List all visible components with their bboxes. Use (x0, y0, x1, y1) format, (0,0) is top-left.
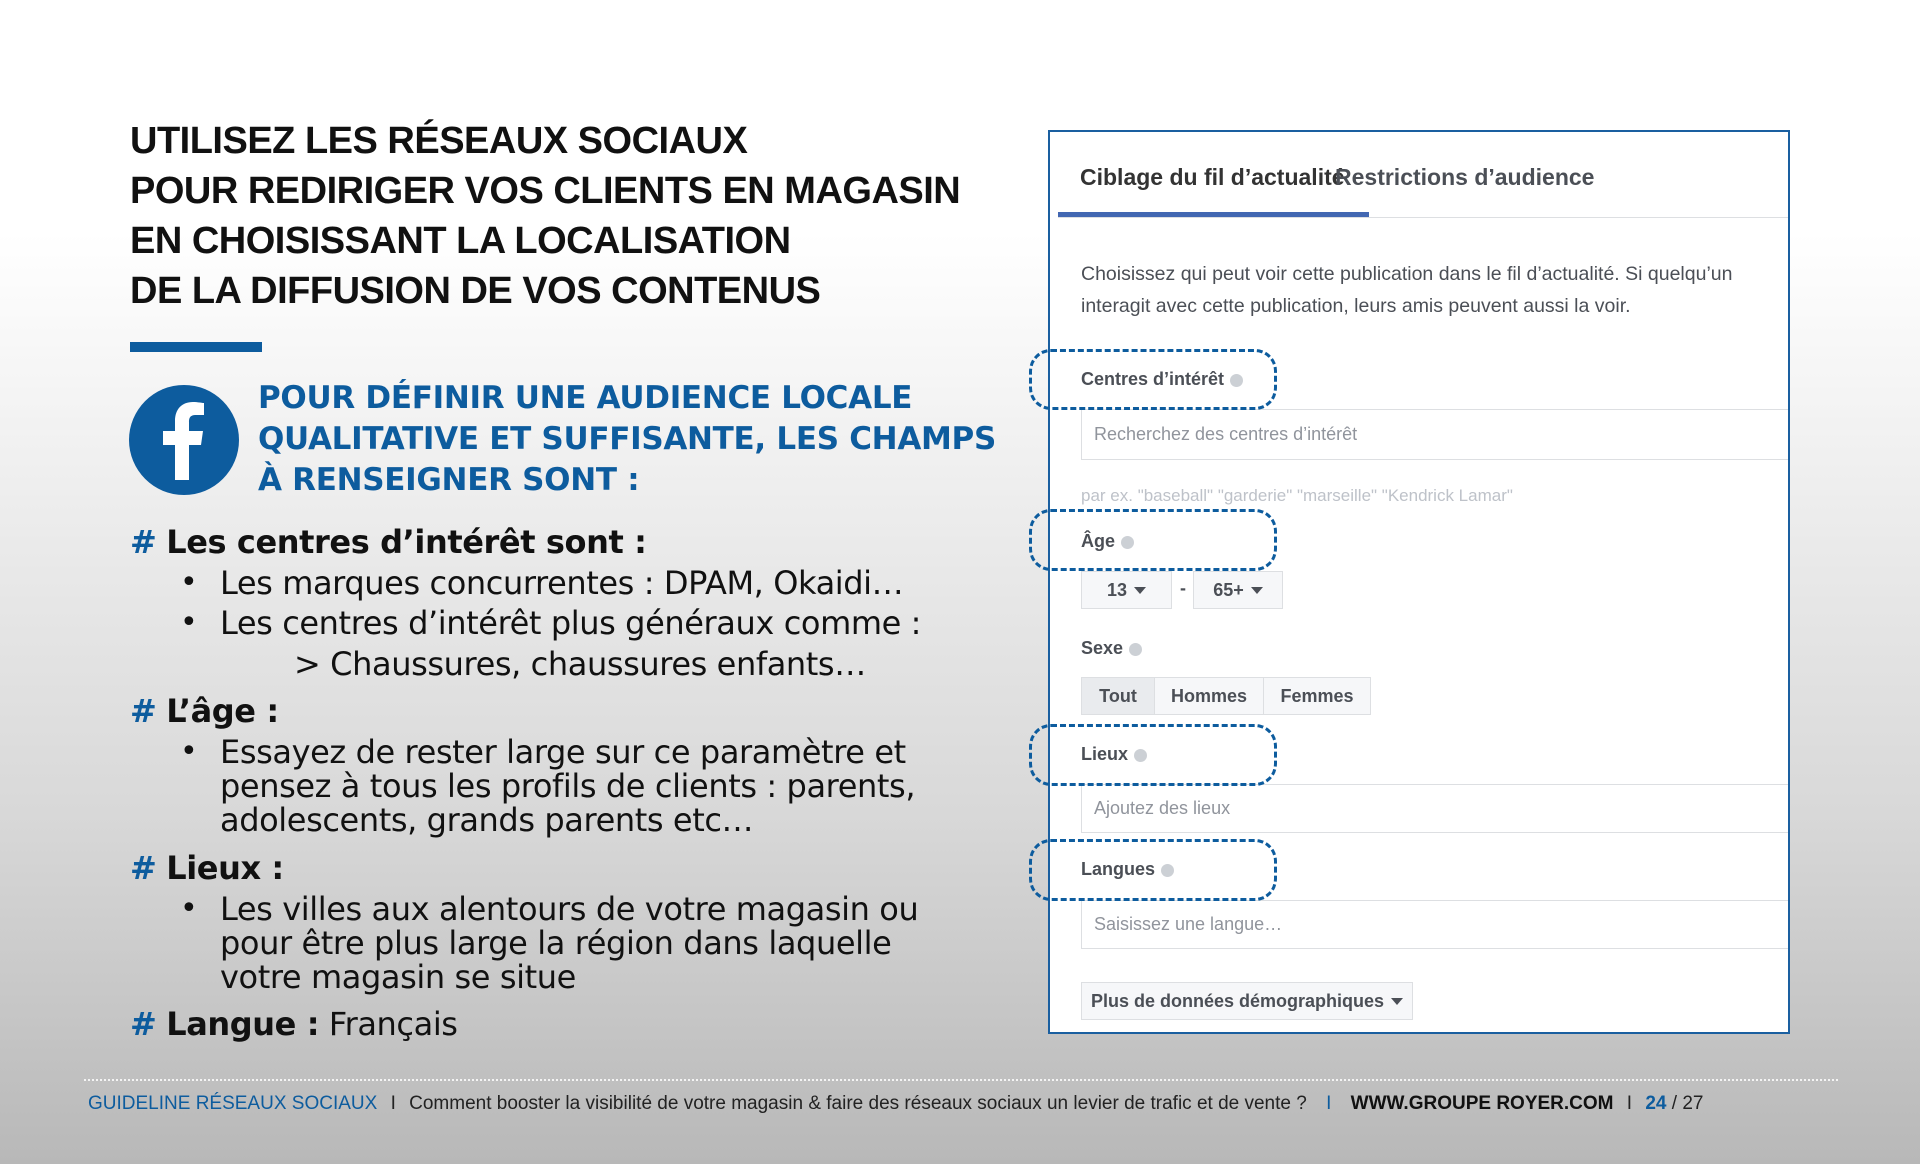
list-item: > Chaussures, chaussures enfants… (294, 645, 866, 683)
section-heading: Lieux : (166, 849, 284, 887)
info-icon[interactable] (1129, 643, 1142, 656)
facebook-targeting-panel: Ciblage du fil d’actualité Restrictions d’audience Choisissez qui peut voir cette publication dans le fil d’actualité. Si quelqu’un interagit avec cette publication, leurs amis peuvent aussi la voir. Centres d’intérêt Recherchez des centres d’intérêt par ex. "baseball" "garderie" "marseille" "Kendrick Lamar" Âge 13 - 65+ Sexe Tout Hommes Femmes Lieux Ajoutez des lieux Langues Saisissez une langue… Plus de données démographiques (1048, 130, 1790, 1034)
interests-input[interactable]: Recherchez des centres d’intérêt (1081, 409, 1790, 460)
footer: GUIDELINE RÉSEAUX SOCIAUX I Comment booster la visibilité de votre magasin & faire des réseaux sociaux un levier de trafic et de vente ? I WWW.GROUPE ROYER.COM I 24 / 27 (88, 1093, 1704, 1114)
age-label: Âge (1081, 531, 1134, 552)
places-label: Lieux (1081, 744, 1147, 765)
description: Choisissez qui peut voir cette publication dans le fil d’actualité. Si quelqu’un interagit avec cette publication, leurs amis peuvent aussi la voir. (1081, 263, 1733, 317)
subtitle: POUR DÉFINIR UNE AUDIENCE LOCALE QUALITATIVE ET SUFFISANTE, LES CHAMPS À RENSEIGNER SONT : (258, 380, 997, 498)
more-demographics-button[interactable]: Plus de données démographiques (1081, 982, 1413, 1020)
interests-label: Centres d’intérêt (1081, 369, 1243, 390)
tabs-divider (1058, 217, 1788, 218)
highlight-interests (1029, 349, 1277, 410)
page-number: 24 (1645, 1093, 1667, 1114)
places-input[interactable]: Ajoutez des lieux (1081, 784, 1790, 833)
active-tab-indicator (1058, 212, 1369, 217)
interests-hint: par ex. "baseball" "garderie" "marseille" "Kendrick Lamar" (1081, 486, 1513, 505)
age-min-select[interactable]: 13 (1081, 571, 1172, 609)
caret-down-icon (1251, 587, 1263, 594)
sex-women-button[interactable]: Femmes (1263, 677, 1371, 715)
caret-down-icon (1134, 587, 1146, 594)
page-title: UTILISEZ LES RÉSEAUX SOCIAUX POUR REDIRIGER VOS CLIENTS EN MAGASIN EN CHOISISSANT LA LOCALISATION DE LA DIFFUSION DE VOS CONTENUS (130, 120, 961, 312)
section-heading: Langue : (166, 1005, 320, 1043)
languages-label: Langues (1081, 859, 1174, 880)
highlight-languages (1029, 839, 1277, 901)
languages-input[interactable]: Saisissez une langue… (1081, 900, 1790, 949)
tab-audience-restrictions[interactable]: Restrictions d’audience (1335, 164, 1595, 190)
title-underline (130, 342, 262, 352)
age-max-select[interactable]: 65+ (1193, 571, 1283, 609)
website-link[interactable]: WWW.GROUPE ROYER.COM (1350, 1093, 1614, 1114)
section-heading: L’âge : (166, 692, 279, 730)
footer-divider (84, 1079, 1838, 1081)
sex-men-button[interactable]: Hommes (1154, 677, 1264, 715)
highlight-age (1029, 509, 1277, 571)
sex-all-button[interactable]: Tout (1081, 677, 1155, 715)
sex-label: Sexe (1081, 638, 1142, 659)
tab-news-feed-targeting[interactable]: Ciblage du fil d’actualité (1080, 164, 1345, 190)
section-heading: Les centres d’intérêt sont : (166, 523, 647, 561)
highlight-places (1029, 724, 1277, 786)
facebook-icon (129, 385, 239, 495)
list-item: Les marques concurrentes : DPAM, Okaidi… (220, 564, 904, 602)
list-item: Les centres d’intérêt plus généraux comme : (220, 604, 922, 642)
caret-down-icon (1391, 998, 1403, 1005)
list-item: Essayez de rester large sur ce paramètre et pensez à tous les profils de clients : parents, adolescents, grands parents etc… (220, 733, 916, 839)
list-item: Les villes aux alentours de votre magasin ou pour être plus large la région dans laquelle votre magasin se situe (220, 890, 919, 996)
